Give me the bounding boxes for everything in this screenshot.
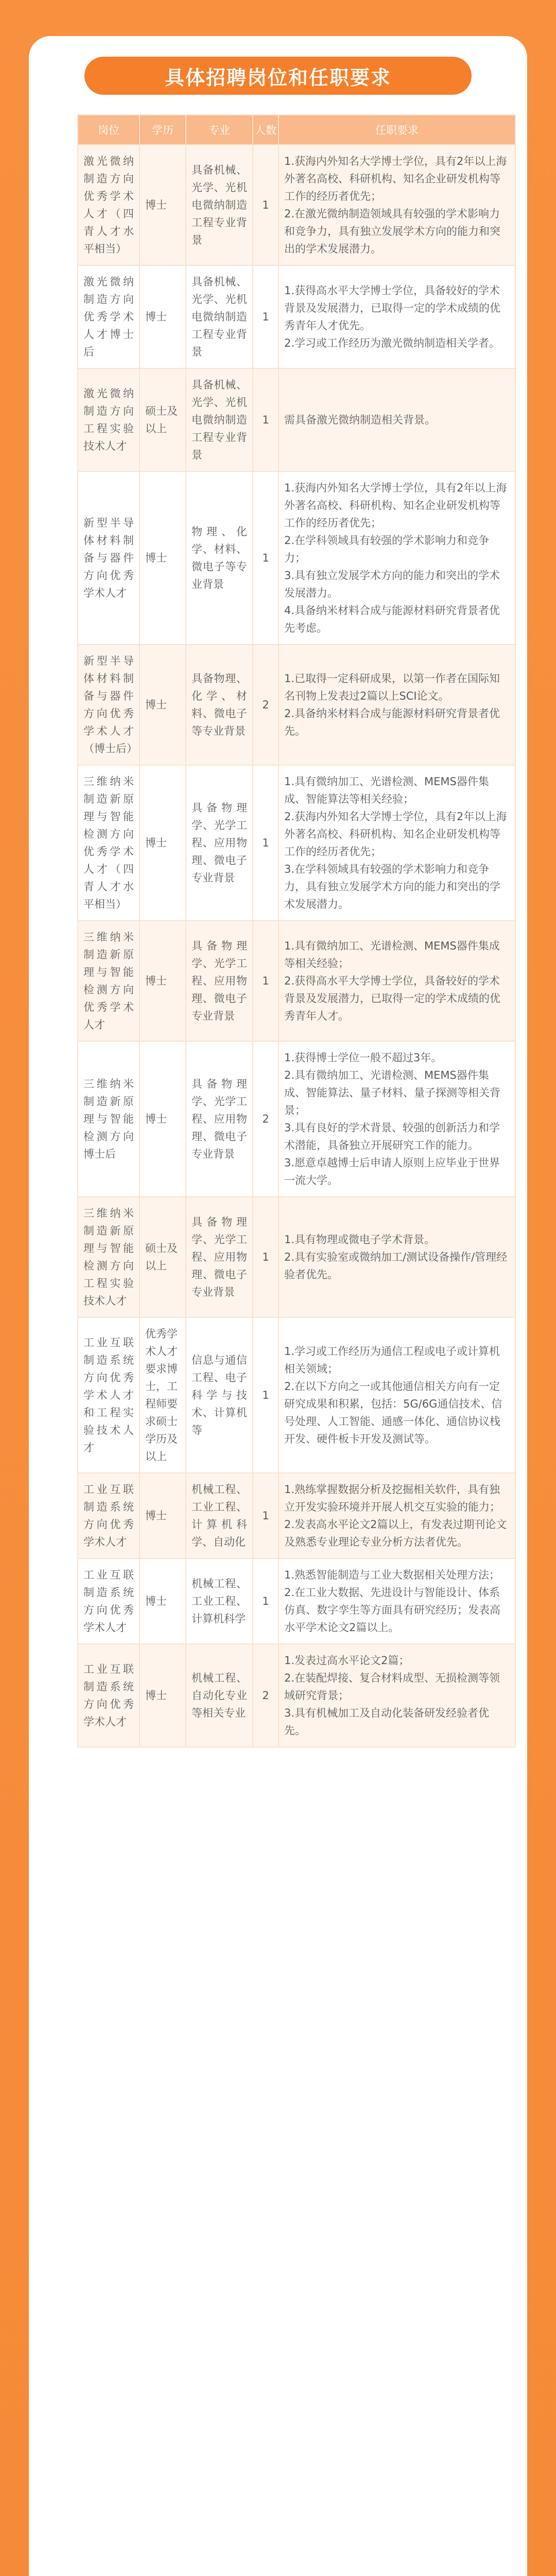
table-row: [78, 645, 515, 765]
cell-major: 物理、化学、材料、微电子等专业背景: [186, 471, 253, 645]
header-count: 人数: [253, 115, 279, 145]
cell-count: 1: [253, 265, 279, 368]
cell-major: 具备机械、光学、光机电微纳制造工程专业背景: [186, 145, 253, 265]
cell-count: 1: [253, 765, 279, 921]
table-row: [78, 1197, 515, 1317]
recruitment-card: [29, 36, 527, 2576]
table-row: [78, 1644, 515, 1747]
cell-requirements: 1.学习或工作经历为通信工程或电子或计算机相关领域； 2.在以下方向之一或其他通信相关方向有一定研究成果和积累，包括：5G/6G通信技术、信号处理、人工智能、通感一体化、通信协议栈开发、硬件板卡开发及测试等。: [279, 1317, 515, 1473]
cell-education: 博士: [140, 645, 186, 765]
cell-position: 激光微纳制造方向优秀学术人才博士后: [78, 265, 140, 368]
cell-count: 1: [253, 471, 279, 645]
cell-position: 三维纳米制造新原理与智能检测方向优秀学术人才: [78, 921, 140, 1041]
cell-requirements: 1.发表过高水平论文2篇； 2.在装配焊接、复合材料成型、无损检测等领域研究背景； 3.具有机械加工及自动化装备研发经验者优先。: [279, 1644, 515, 1747]
cell-major: 机械工程、自动化专业等相关专业: [186, 1644, 253, 1747]
cell-count: 2: [253, 1041, 279, 1197]
cell-major: 机械工程、工业工程、计算机科学: [186, 1558, 253, 1644]
cell-education: 博士: [140, 145, 186, 265]
cell-major: 具备物理、化学、材料、微电子等专业背景: [186, 645, 253, 765]
cell-requirements: 1.已取得一定科研成果，以第一作者在国际知名刊物上发表过2篇以上SCI论文。 2.具备纳米材料合成与能源材料研究背景者优先。: [279, 645, 515, 765]
cell-position: 三维纳米制造新原理与智能检测方向工程实验技术人才: [78, 1197, 140, 1317]
cell-requirements: 1.获得高水平大学博士学位，具备较好的学术背景及发展潜力，已取得一定的学术成绩的优秀青年人才优先。 2.学习或工作经历为激光微纳制造相关学者。: [279, 265, 515, 368]
cell-education: 博士: [140, 1473, 186, 1558]
table-row: [78, 1317, 515, 1473]
cell-count: 1: [253, 1473, 279, 1558]
cell-major: 具备物理学、光学工程、应用物理、微电子专业背景: [186, 765, 253, 921]
table-row: [78, 1473, 515, 1558]
cell-education: 博士: [140, 1558, 186, 1644]
header-requirements: 任职要求: [279, 115, 515, 145]
table-row: [78, 145, 515, 265]
table-header-row: [78, 115, 515, 145]
cell-count: 1: [253, 921, 279, 1041]
cell-requirements: 1.获海内外知名大学博士学位，具有2年以上海外著名高校、科研机构、知名企业研发机构等工作的经历者优先； 2.在激光微纳制造领域具有较强的学术影响力和竞争力，具有独立发展学术方向的能力和突出的学术发展潜力。: [279, 145, 515, 265]
cell-major: 具备物理学、光学工程、应用物理、微电子专业背景: [186, 1197, 253, 1317]
cell-education: 博士: [140, 471, 186, 645]
cell-count: 1: [253, 145, 279, 265]
table-row: [78, 1041, 515, 1197]
cell-count: 1: [253, 1558, 279, 1644]
cell-major: 具备物理学、光学工程、应用物理、微电子专业背景: [186, 921, 253, 1041]
cell-count: 2: [253, 645, 279, 765]
header-education: 学历: [140, 115, 186, 145]
page-title: 具体招聘岗位和任职要求: [84, 57, 472, 95]
cell-education: 优秀学术人才要求博士，工程师要求硕士学历及以上: [140, 1317, 186, 1473]
cell-count: 2: [253, 1644, 279, 1747]
table-row: [78, 265, 515, 368]
cell-education: 博士: [140, 265, 186, 368]
cell-education: 硕士及以上: [140, 1197, 186, 1317]
header-major: 专业: [186, 115, 253, 145]
table-row: [78, 765, 515, 921]
cell-position: 激光微纳制造方向优秀学术人才（四青人才水平相当）: [78, 145, 140, 265]
cell-position: 工业互联制造系统方向优秀学术人才: [78, 1558, 140, 1644]
positions-table: [77, 114, 516, 1748]
cell-position: 工业互联制造系统方向优秀学术人才: [78, 1644, 140, 1747]
cell-major: 具备物理学、光学工程、应用物理、微电子专业背景: [186, 1041, 253, 1197]
cell-requirements: 需具备激光微纳制造相关背景。: [279, 368, 515, 471]
positions-table-wrapper: [77, 114, 515, 1748]
cell-position: 激光微纳制造方向工程实验技术人才: [78, 368, 140, 471]
cell-major: 信息与通信工程、电子科学与技术、计算机等: [186, 1317, 253, 1473]
cell-requirements: 1.熟练掌握数据分析及挖掘相关软件，具有独立开发实验环境并开展人机交互实验的能力； 2.发表高水平论文2篇以上，有发表过期刊论文及熟悉专业理论专业分析方法者优先。: [279, 1473, 515, 1558]
cell-education: 博士: [140, 1041, 186, 1197]
header-position: 岗位: [78, 115, 140, 145]
cell-requirements: 1.具有微纳加工、光谱检测、MEMS器件集成、智能算法等相关经验； 2.获海内外知名大学博士学位，具有2年以上海外著名高校、科研机构、知名企业研发机构等工作的经历者优先； 3.在学科领域具有较强的学术影响力和竞争力，具有独立发展学术方向的能力和突出的学术发展潜力。: [279, 765, 515, 921]
cell-requirements: 1.具有微纳加工、光谱检测、MEMS器件集成等相关经验； 2.获得高水平大学博士学位，具备较好的学术背景及发展潜力，已取得一定的学术成绩的优秀青年人才。: [279, 921, 515, 1041]
cell-count: 1: [253, 1197, 279, 1317]
cell-position: 新型半导体材料制备与器件方向优秀学术人才（博士后）: [78, 645, 140, 765]
cell-major: 机械工程、工业工程、计算机科学、自动化: [186, 1473, 253, 1558]
cell-position: 三维纳米制造新原理与智能检测方向优秀学术人才（四青人才水平相当）: [78, 765, 140, 921]
table-row: [78, 471, 515, 645]
cell-education: 硕士及以上: [140, 368, 186, 471]
cell-requirements: 1.熟悉智能制造与工业大数据相关处理方法； 2.在工业大数据、先进设计与智能设计、体系仿真、数字孪生等方面具有研究经历；发表高水平学术论文2篇以上。: [279, 1558, 515, 1644]
cell-position: 三维纳米制造新原理与智能检测方向博士后: [78, 1041, 140, 1197]
cell-requirements: 1.获海内外知名大学博士学位，具有2年以上海外著名高校、科研机构、知名企业研发机构等工作的经历者优先； 2.在学科领域具有较强的学术影响力和竞争力； 3.具有独立发展学术方向的能力和突出的学术发展潜力。 4.具备纳米材料合成与能源材料研究背景者优先考虑。: [279, 471, 515, 645]
table-row: [78, 368, 515, 471]
cell-count: 1: [253, 1317, 279, 1473]
cell-major: 具备机械、光学、光机电微纳制造工程专业背景: [186, 368, 253, 471]
cell-position: 工业互联制造系统方向优秀学术人才: [78, 1473, 140, 1558]
cell-position: 新型半导体材料制备与器件方向优秀学术人才: [78, 471, 140, 645]
table-row: [78, 921, 515, 1041]
cell-education: 博士: [140, 1644, 186, 1747]
cell-education: 博士: [140, 765, 186, 921]
cell-major: 具备机械、光学、光机电微纳制造工程专业背景: [186, 265, 253, 368]
cell-count: 1: [253, 368, 279, 471]
cell-requirements: 1.获得博士学位一般不超过3年。 2.具有微纳加工、光谱检测、MEMS器件集成、智能算法、量子材料、量子探测等相关背景； 3.具有良好的学术背景、较强的创新活力和学术潜能，具备独立开展研究工作的能力。 3.愿意卓越博士后申请人原则上应毕业于世界一流大学。: [279, 1041, 515, 1197]
cell-requirements: 1.具有物理或微电子学术背景。 2.具有实验室或微纳加工/测试设备操作/管理经验者优先。: [279, 1197, 515, 1317]
table-row: [78, 1558, 515, 1644]
cell-education: 博士: [140, 921, 186, 1041]
cell-position: 工业互联制造系统方向优秀学术人才和工程实验技术人才: [78, 1317, 140, 1473]
